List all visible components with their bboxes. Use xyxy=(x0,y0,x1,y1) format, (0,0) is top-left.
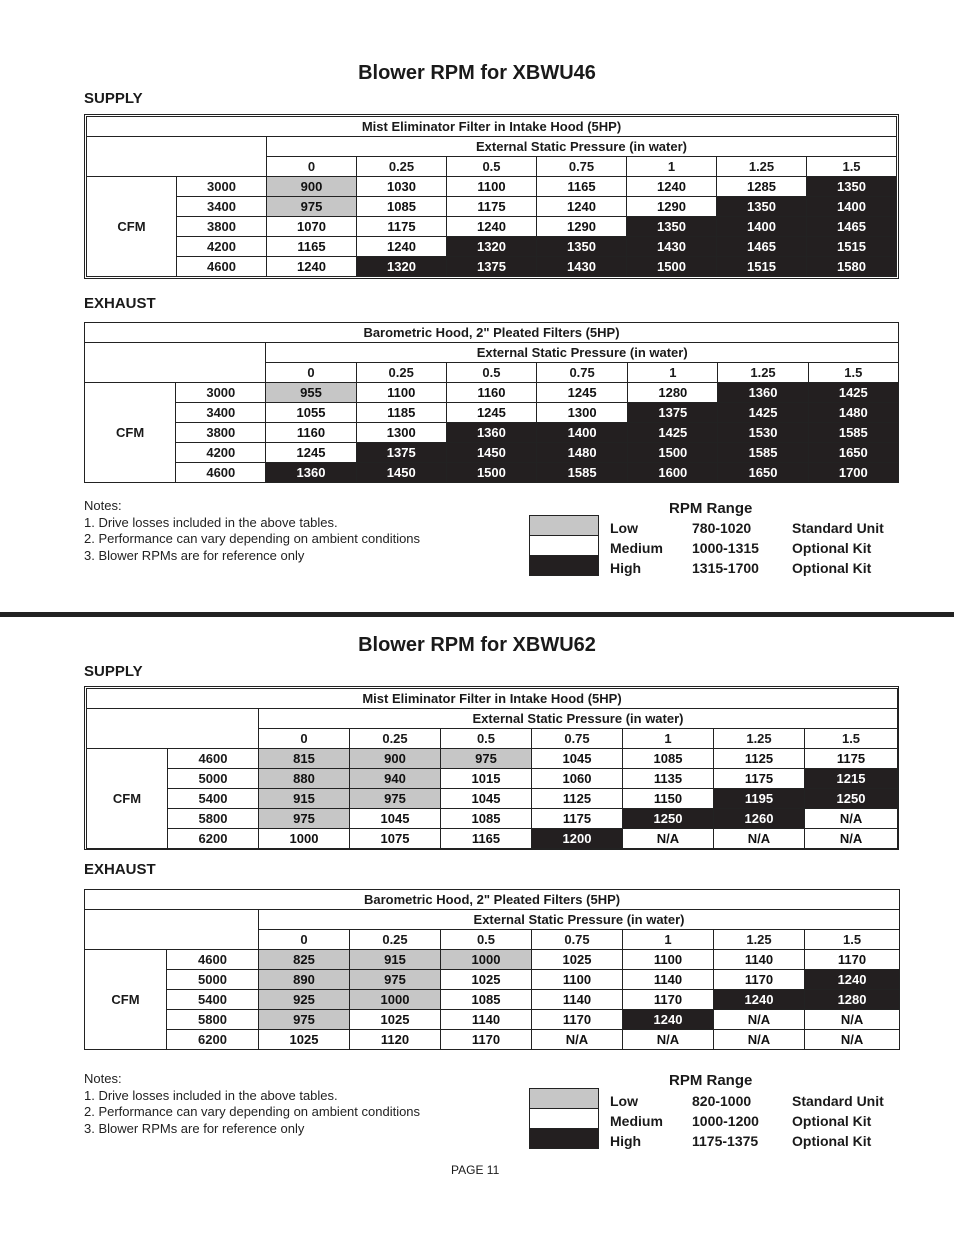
legend-name: Low xyxy=(610,520,638,536)
legend-desc: Standard Unit xyxy=(792,1093,884,1109)
rpm-cell: 1085 xyxy=(357,197,447,217)
row-group-label: CFM xyxy=(85,383,176,483)
row-group-label: CFM xyxy=(85,950,167,1050)
pressure-header: 0.75 xyxy=(532,729,623,749)
legend-swatch-low xyxy=(529,1088,599,1109)
cfm-value: 3000 xyxy=(176,383,266,403)
rpm-cell: 815 xyxy=(259,749,350,769)
rpm-cell: 1600 xyxy=(628,463,718,483)
rpm-cell: N/A xyxy=(532,1030,623,1050)
rpm-cell: 1175 xyxy=(357,217,447,237)
rpm-cell: 1320 xyxy=(447,237,537,257)
rpm-cell: 1425 xyxy=(628,423,718,443)
rpm-cell: 1240 xyxy=(627,177,717,197)
rpm-table-supply xyxy=(86,688,898,849)
notes-heading: Notes: xyxy=(84,498,122,513)
rpm-cell: 975 xyxy=(441,749,532,769)
rpm-cell: 1360 xyxy=(446,423,536,443)
rpm-cell: 1045 xyxy=(441,789,532,809)
rpm-cell: 1465 xyxy=(807,217,897,237)
rpm-cell: 1585 xyxy=(537,463,628,483)
rpm-cell: 1100 xyxy=(447,177,537,197)
legend-swatch-medium xyxy=(529,535,599,556)
rpm-cell: 1150 xyxy=(623,789,714,809)
pressure-header: 0.5 xyxy=(441,729,532,749)
rpm-cell: 1240 xyxy=(357,237,447,257)
rpm-cell: 900 xyxy=(267,177,357,197)
table-header: Mist Eliminator Filter in Intake Hood (5HP) xyxy=(87,117,897,137)
esp-label: External Static Pressure (in water) xyxy=(259,910,900,930)
rpm-cell: 1240 xyxy=(805,970,900,990)
rpm-cell: 1450 xyxy=(446,443,536,463)
cfm-value: 4200 xyxy=(177,237,267,257)
rpm-cell: 975 xyxy=(350,789,441,809)
rpm-cell: 1100 xyxy=(356,383,446,403)
rpm-cell: 1245 xyxy=(266,443,356,463)
legend-range: 780-1020 xyxy=(692,520,752,536)
pressure-header: 0 xyxy=(259,930,350,950)
pressure-header: 0.25 xyxy=(356,363,446,383)
cfm-value: 3400 xyxy=(176,403,266,423)
rpm-cell: 1515 xyxy=(717,257,807,277)
pressure-header: 1.5 xyxy=(805,930,900,950)
cfm-value: 6200 xyxy=(167,1030,259,1050)
rpm-cell: 1500 xyxy=(628,443,718,463)
rpm-cell: N/A xyxy=(714,1030,805,1050)
pressure-header: 1.5 xyxy=(808,363,898,383)
supply-label: SUPPLY xyxy=(84,663,143,680)
note-item: 3. Blower RPMs are for reference only xyxy=(84,1121,305,1137)
rpm-cell: 1580 xyxy=(807,257,897,277)
rpm-cell: N/A xyxy=(714,1010,805,1030)
cfm-value: 4600 xyxy=(176,463,266,483)
pressure-header: 1.5 xyxy=(807,157,897,177)
section-divider xyxy=(0,612,954,617)
rpm-cell: 890 xyxy=(259,970,350,990)
cfm-value: 5400 xyxy=(168,789,259,809)
rpm-table-exhaust xyxy=(84,322,899,483)
rpm-cell: 1165 xyxy=(441,829,532,849)
pressure-header: 1 xyxy=(623,729,714,749)
legend-desc: Optional Kit xyxy=(792,540,872,556)
rpm-cell: 1140 xyxy=(714,950,805,970)
legend-desc: Standard Unit xyxy=(792,520,884,536)
rpm-cell: 915 xyxy=(350,950,441,970)
row-group-label: CFM xyxy=(87,177,177,277)
rpm-cell: 1160 xyxy=(266,423,356,443)
pressure-header: 0 xyxy=(259,729,350,749)
table-header: Mist Eliminator Filter in Intake Hood (5HP) xyxy=(87,689,898,709)
legend-range: 1315-1700 xyxy=(692,560,759,576)
rpm-cell: 975 xyxy=(350,970,441,990)
note-item: 1. Drive losses included in the above tables. xyxy=(84,1087,338,1103)
rpm-cell: 1125 xyxy=(714,749,805,769)
rpm-cell: 1125 xyxy=(532,789,623,809)
rpm-table-exhaust xyxy=(84,889,900,1050)
rpm-cell: N/A xyxy=(805,1010,900,1030)
rpm-cell: 1120 xyxy=(350,1030,441,1050)
esp-label: External Static Pressure (in water) xyxy=(259,709,898,729)
rpm-cell: 1175 xyxy=(805,749,898,769)
pressure-header: 0.75 xyxy=(537,363,628,383)
rpm-cell: 1515 xyxy=(807,237,897,257)
rpm-cell: 1175 xyxy=(714,769,805,789)
rpm-cell: 1285 xyxy=(717,177,807,197)
pressure-header: 1.5 xyxy=(805,729,898,749)
legend-range: 1000-1200 xyxy=(692,1113,759,1129)
pressure-header: 0.25 xyxy=(350,930,441,950)
rpm-cell: 1175 xyxy=(447,197,537,217)
rpm-cell: N/A xyxy=(623,1030,714,1050)
legend-range: 820-1000 xyxy=(692,1093,752,1109)
rpm-cell: 1400 xyxy=(717,217,807,237)
rpm-cell: N/A xyxy=(805,809,898,829)
pressure-header: 1.25 xyxy=(718,363,808,383)
legend-name: Medium xyxy=(610,1113,663,1129)
rpm-cell: 1045 xyxy=(532,749,623,769)
rpm-cell: 1100 xyxy=(623,950,714,970)
pressure-header: 1 xyxy=(623,930,714,950)
rpm-cell: 1360 xyxy=(718,383,808,403)
rpm-cell: 1400 xyxy=(537,423,628,443)
note-item: 2. Performance can vary depending on ambient conditions xyxy=(84,1104,421,1120)
rpm-cell: 1465 xyxy=(717,237,807,257)
rpm-cell: 1015 xyxy=(441,769,532,789)
rpm-cell: 1585 xyxy=(808,423,898,443)
rpm-cell: 1280 xyxy=(628,383,718,403)
rpm-cell: 975 xyxy=(259,809,350,829)
rpm-cell: 1250 xyxy=(623,809,714,829)
rpm-cell: 1530 xyxy=(718,423,808,443)
cfm-value: 3400 xyxy=(177,197,267,217)
rpm-cell: 925 xyxy=(259,990,350,1010)
rpm-cell: 955 xyxy=(266,383,356,403)
rpm-cell: 1430 xyxy=(627,237,717,257)
rpm-cell: 940 xyxy=(350,769,441,789)
rpm-cell: 1085 xyxy=(441,809,532,829)
rpm-cell: 1160 xyxy=(446,383,536,403)
rpm-cell: 1375 xyxy=(628,403,718,423)
rpm-cell: 915 xyxy=(259,789,350,809)
table-header: Barometric Hood, 2" Pleated Filters (5HP) xyxy=(85,323,899,343)
rpm-cell: N/A xyxy=(623,829,714,849)
rpm-cell: 1375 xyxy=(356,443,446,463)
legend-name: High xyxy=(610,560,642,576)
pressure-header: 1 xyxy=(627,157,717,177)
supply-label: SUPPLY xyxy=(84,90,143,107)
rpm-cell: 1170 xyxy=(714,970,805,990)
legend-swatch-low xyxy=(529,515,599,536)
rpm-cell: 1350 xyxy=(627,217,717,237)
legend-desc: Optional Kit xyxy=(792,1133,872,1149)
rpm-cell: 1025 xyxy=(441,970,532,990)
blank-corner xyxy=(85,343,266,383)
rpm-cell: 1350 xyxy=(807,177,897,197)
pressure-header: 0.5 xyxy=(447,157,537,177)
cfm-value: 3800 xyxy=(177,217,267,237)
rpm-cell: 1430 xyxy=(537,257,627,277)
rpm-cell: 1450 xyxy=(356,463,446,483)
rpm-cell: 825 xyxy=(259,950,350,970)
cfm-value: 4600 xyxy=(168,749,259,769)
blank-corner xyxy=(85,910,259,950)
legend-title: RPM Range xyxy=(669,1072,753,1089)
pressure-header: 1 xyxy=(628,363,718,383)
blank-corner xyxy=(87,137,267,177)
pressure-header: 1.25 xyxy=(714,930,805,950)
rpm-cell: 1060 xyxy=(532,769,623,789)
rpm-cell: 1290 xyxy=(627,197,717,217)
rpm-cell: 1025 xyxy=(259,1030,350,1050)
rpm-cell: 975 xyxy=(267,197,357,217)
rpm-cell: 1350 xyxy=(537,237,627,257)
rpm-cell: 1195 xyxy=(714,789,805,809)
rpm-cell: 1085 xyxy=(441,990,532,1010)
legend-swatch-medium xyxy=(529,1108,599,1129)
rpm-cell: 1030 xyxy=(357,177,447,197)
pressure-header: 0.75 xyxy=(537,157,627,177)
rpm-cell: 1500 xyxy=(446,463,536,483)
rpm-cell: 1480 xyxy=(808,403,898,423)
cfm-value: 5000 xyxy=(168,769,259,789)
legend-swatch-high xyxy=(529,1128,599,1149)
cfm-value: 5000 xyxy=(167,970,259,990)
rpm-cell: 1085 xyxy=(623,749,714,769)
rpm-cell: 1240 xyxy=(267,257,357,277)
legend-title: RPM Range xyxy=(669,500,753,517)
rpm-cell: 1250 xyxy=(805,789,898,809)
rpm-cell: 1240 xyxy=(537,197,627,217)
section-title: Blower RPM for XBWU62 xyxy=(358,634,596,656)
notes xyxy=(84,1071,420,1138)
pressure-header: 0.75 xyxy=(532,930,623,950)
rpm-cell: 1025 xyxy=(532,950,623,970)
blank-corner xyxy=(87,709,259,749)
rpm-cell: 1070 xyxy=(267,217,357,237)
legend-name: High xyxy=(610,1133,642,1149)
esp-label: External Static Pressure (in water) xyxy=(267,137,897,157)
table-header: Barometric Hood, 2" Pleated Filters (5HP) xyxy=(85,890,900,910)
rpm-cell: 1650 xyxy=(808,443,898,463)
page-number: PAGE 11 xyxy=(451,1163,500,1177)
rpm-cell: 880 xyxy=(259,769,350,789)
pressure-header: 0.25 xyxy=(350,729,441,749)
rpm-cell: 1260 xyxy=(714,809,805,829)
esp-label: External Static Pressure (in water) xyxy=(266,343,899,363)
rpm-cell: 1585 xyxy=(718,443,808,463)
rpm-cell: 1185 xyxy=(356,403,446,423)
rpm-cell: 1245 xyxy=(537,383,628,403)
cfm-value: 3000 xyxy=(177,177,267,197)
rpm-cell: 1175 xyxy=(532,809,623,829)
note-item: 2. Performance can vary depending on ambient conditions xyxy=(84,531,421,547)
cfm-value: 5400 xyxy=(167,990,259,1010)
rpm-cell: 1425 xyxy=(808,383,898,403)
pressure-header: 1.25 xyxy=(714,729,805,749)
pressure-header: 0.5 xyxy=(441,930,532,950)
rpm-cell: 1165 xyxy=(267,237,357,257)
rpm-cell: N/A xyxy=(805,1030,900,1050)
legend-desc: Optional Kit xyxy=(792,1113,872,1129)
section-title: Blower RPM for XBWU46 xyxy=(358,62,596,84)
rpm-cell: 1280 xyxy=(805,990,900,1010)
rpm-cell: 1700 xyxy=(808,463,898,483)
legend-name: Low xyxy=(610,1093,638,1109)
note-item: 1. Drive losses included in the above tables. xyxy=(84,514,338,530)
rpm-cell: 1240 xyxy=(623,1010,714,1030)
rpm-cell: 1000 xyxy=(350,990,441,1010)
rpm-cell: 1055 xyxy=(266,403,356,423)
rpm-cell: 1100 xyxy=(532,970,623,990)
legend-name: Medium xyxy=(610,540,663,556)
rpm-cell: 1170 xyxy=(532,1010,623,1030)
cfm-value: 6200 xyxy=(168,829,259,849)
rpm-cell: 1300 xyxy=(537,403,628,423)
cfm-value: 5800 xyxy=(167,1010,259,1030)
exhaust-label: EXHAUST xyxy=(84,861,156,878)
rpm-cell: 1170 xyxy=(623,990,714,1010)
pressure-header: 0 xyxy=(267,157,357,177)
legend-range: 1175-1375 xyxy=(692,1133,759,1149)
cfm-value: 3800 xyxy=(176,423,266,443)
rpm-cell: 1140 xyxy=(532,990,623,1010)
cfm-value: 4200 xyxy=(176,443,266,463)
rpm-cell: 1320 xyxy=(357,257,447,277)
rpm-cell: 1240 xyxy=(447,217,537,237)
rpm-cell: 1140 xyxy=(623,970,714,990)
rpm-cell: 1200 xyxy=(532,829,623,849)
pressure-header: 0.5 xyxy=(446,363,536,383)
rpm-cell: 1170 xyxy=(805,950,900,970)
rpm-cell: 1075 xyxy=(350,829,441,849)
rpm-cell: 1165 xyxy=(537,177,627,197)
rpm-cell: 1290 xyxy=(537,217,627,237)
rpm-cell: 1480 xyxy=(537,443,628,463)
rpm-cell: 1500 xyxy=(627,257,717,277)
legend-range: 1000-1315 xyxy=(692,540,759,556)
rpm-cell: 1350 xyxy=(717,197,807,217)
rpm-cell: 1650 xyxy=(718,463,808,483)
rpm-cell: 1170 xyxy=(441,1030,532,1050)
rpm-cell: 1000 xyxy=(441,950,532,970)
cfm-value: 4600 xyxy=(167,950,259,970)
rpm-cell: N/A xyxy=(805,829,898,849)
pressure-header: 0.25 xyxy=(357,157,447,177)
notes xyxy=(84,498,420,565)
rpm-cell: 1025 xyxy=(350,1010,441,1030)
legend-desc: Optional Kit xyxy=(792,560,872,576)
cfm-value: 4600 xyxy=(177,257,267,277)
pressure-header: 0 xyxy=(266,363,356,383)
rpm-cell: 975 xyxy=(259,1010,350,1030)
rpm-cell: 1425 xyxy=(718,403,808,423)
rpm-cell: 1000 xyxy=(259,829,350,849)
rpm-cell: 1045 xyxy=(350,809,441,829)
rpm-cell: 900 xyxy=(350,749,441,769)
legend-swatch-high xyxy=(529,555,599,576)
rpm-cell: 1245 xyxy=(446,403,536,423)
exhaust-label: EXHAUST xyxy=(84,295,156,312)
rpm-cell: 1300 xyxy=(356,423,446,443)
row-group-label: CFM xyxy=(87,749,168,849)
rpm-cell: 1400 xyxy=(807,197,897,217)
rpm-cell: N/A xyxy=(714,829,805,849)
rpm-cell: 1240 xyxy=(714,990,805,1010)
rpm-cell: 1375 xyxy=(447,257,537,277)
rpm-cell: 1135 xyxy=(623,769,714,789)
rpm-cell: 1360 xyxy=(266,463,356,483)
rpm-cell: 1215 xyxy=(805,769,898,789)
pressure-header: 1.25 xyxy=(717,157,807,177)
notes-heading: Notes: xyxy=(84,1071,122,1086)
cfm-value: 5800 xyxy=(168,809,259,829)
rpm-table-supply xyxy=(86,116,897,277)
rpm-cell: 1140 xyxy=(441,1010,532,1030)
note-item: 3. Blower RPMs are for reference only xyxy=(84,548,305,564)
